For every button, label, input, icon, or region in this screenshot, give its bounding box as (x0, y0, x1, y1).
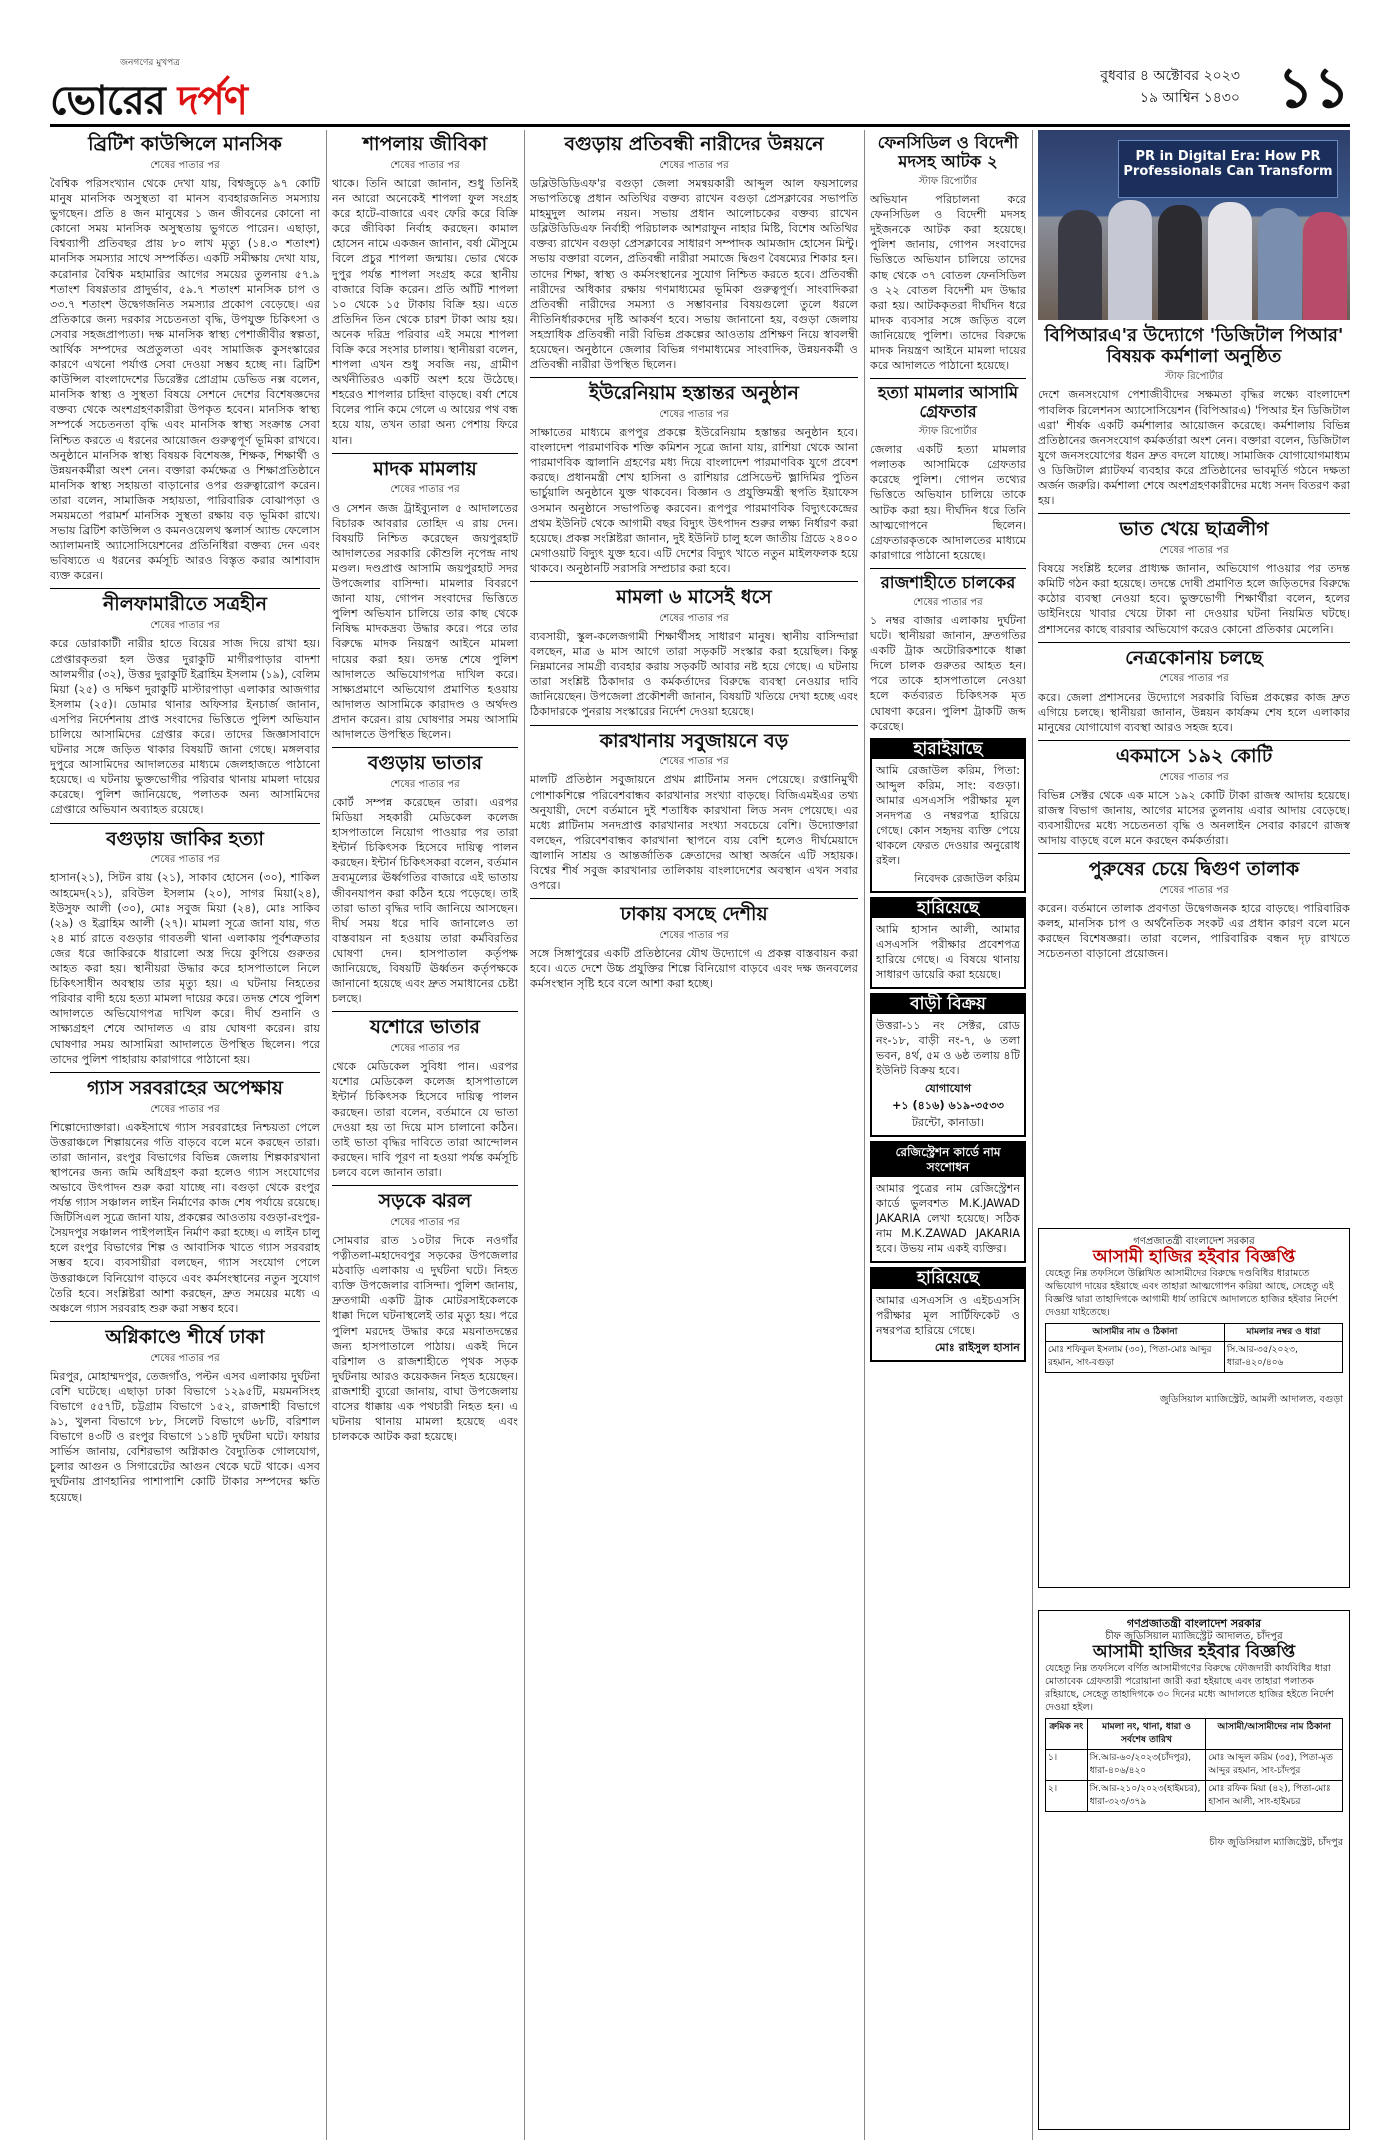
article-body: ব্যবসায়ী, স্কুল-কলেজগামী শিক্ষার্থীসহ সাধারণ মানুষ। স্থানীয় বাসিন্দারা বলছেন, মাত্র ৬ মাস আগে তারা সড়কটি সংস্কার করা হয়েছিল। কিন্তু নিম্নমানের সামগ্রী ব্যবহার করায় সড়কটি আবার নষ্ট হয়ে গেছে। এ ঘটনায় তারা সংশ্লিষ্ট ঠিকাদার ও কর্মকর্তাদের বিরুদ্ধে ব্যবস্থা নেওয়ার দাবি জানিয়েছেন। উপজেলা প্রকৌশলী জানান, বিষয়টি খতিয়ে দেখা হচ্ছে এবং ঠিকাদারকে পুনরায় সংস্কারের নির্দেশ দেওয়া হয়েছে। (530, 629, 858, 719)
continued-label: শেষের পাতার পর (390, 1043, 460, 1055)
classified-house-sale (870, 993, 1026, 1137)
notice-body: যেহেতু নিম্ন তফসিলে উল্লিখিত আসামীদের বিরুদ্ধে দণ্ডবিধির ধারামতে অভিযোগ দায়ের হইয়াছে এবং তাহারা আত্মগোপন করিয়া আছে, সেহেতু এই বিজ্ঞপ্তি দ্বারা তাহাদিগকে আগামী ধার্য তারিখে আদালতে হাজির হইবার নির্দেশ দেওয়া যাইতেছে। (1045, 1268, 1338, 1318)
continued-label: শেষের পাতার পর (1159, 545, 1229, 557)
gregorian-date: বুধবার ৪ অক্টোবর ২০২৩ (1100, 68, 1240, 84)
headline-jessore-allowance: যশোরে ভাতার (370, 1016, 480, 1039)
notice-title: আসামী হাজির হইবার বিজ্ঞপ্তি (1092, 1247, 1296, 1267)
divider (50, 823, 320, 824)
table-header: আসামী/আসামীদের নাম ঠিকানা (1206, 1719, 1343, 1750)
table-row (1046, 1750, 1343, 1781)
divider (1038, 642, 1350, 643)
headline-british-council: ব্রিটিশ কাউন্সিলে মানসিক (88, 133, 282, 155)
divider (530, 377, 858, 378)
headline-road-accident: সড়কে ঝরল (378, 1190, 472, 1212)
person-figure (1058, 210, 1102, 320)
divider (332, 1011, 518, 1012)
logo-name (50, 69, 247, 136)
masthead (50, 55, 1350, 127)
notice-government: গণপ্রজাতন্ত্রী বাংলাদেশ সরকার (1133, 1236, 1255, 1247)
headline-shapla: শাপলায় জীবিকা (362, 133, 488, 155)
classified-body: আমার পুত্রের নাম রেজিস্ট্রেশন কার্ডে ভুলবশত M.K.JAWAD JAKARIA লেখা হয়েছে। সঠিক নাম M.K.ZAWAD JAKARIA হবে। উভয় নাম একই ব্যক্তির। (876, 1182, 1020, 1256)
divider (1038, 513, 1350, 514)
headline-phensedyl: ফেনসিডিল ও বিদেশী মদসহ আটক ২ (877, 133, 1019, 171)
column-5 (1038, 130, 1350, 1220)
article-body: বিষয়ে সংশ্লিষ্ট হলের প্রাধ্যক্ষ জানান, অভিযোগ পাওয়ার পর তদন্ত কমিটি গঠন করা হয়েছে। তদন্তে দোষী প্রমাণিত হলে জড়িতদের বিরুদ্ধে কঠোর ব্যবস্থা নেওয়া হবে। ভুক্তভোগী শিক্ষার্থীরা বলেন, হলের ডাইনিংয়ে খাবার খেয়ে টাকা না দেওয়ার ঘটনা নিয়মিত ঘটছে। প্রশাসনের কাছে বারবার অভিযোগ করেও কোনো প্রতিকার মেলেনি। (1038, 562, 1350, 636)
continued-label: শেষের পাতার পর (659, 930, 729, 942)
workshop-photo (1038, 130, 1350, 320)
classified-body: আমি রেজাউল করিম, পিতা: আব্দুল করিম, সাং: বগুড়া। আমার এসএসসি পরীক্ষার মূল সনদপত্র ও নম্বরপত্র হারিয়ে গেছে। কোন সহৃদয় ব্যক্তি পেয়ে থাকলে ফেরত দেওয়ার অনুরোধ রইল। (876, 763, 1020, 868)
article-body: করে ডোরাকাটী নারীর হাতে বিয়ের সাজ দিয়ে রাখা হয়। প্রেপ্তারকৃতরা হল উত্তর দুরাকুটি মাগীরপাড়ার বাদশা আলমগীর (৩২), উত্তর দুরাকুটি ইব্রাহিম ইসলাম (১৯), বেলিম মিয়া (২৫) ও দক্ষিণ দুরাকুটি মাস্টারপাড়া এলাকার আজগার ইসলাম (২৫)। ডোমার থানার অফিসার ইনচার্জ জানান, এসপির নির্দেশনায় প্রাপ্ত সংবাদের ভিত্তিতে পুলিশ অভিযান চালিয়ে আসামিদের গ্রেপ্তার করে। তাদের জিজ্ঞাসাবাদে ঘটনার সঙ্গে জড়িত থাকার বিষয়টি জানা গেছে। মঙ্গলবার দুপুরে আসামিদের আদালতের মাধ্যমে জেলহাজতে পাঠানো হয়েছে। এ ঘটনায় ভুক্তভোগীর পরিবার থানায় মামলা দায়ের করেছে। পুলিশ জানিয়েছে, পলাতক অন্য আসামিদের গ্রেপ্তারে অভিযান অব্যাহত রয়েছে। (50, 637, 320, 817)
article-body: অভিযান পরিচালনা করে ফেনসিডিল ও বিদেশী মদসহ দুইজনকে আটক করা হয়েছে। পুলিশ জানায়, গোপন সংবাদের ভিত্তিতে অভিযান চালিয়ে তাদের কাছ থেকে ৩৭ বোতল ফেনসিডিল ও ২২ বোতল বিদেশী মদ উদ্ধার করা হয়। আটককৃতরা দীর্ঘদিন ধরে মাদক ব্যবসার সঙ্গে জড়িত বলে জানিয়েছে পুলিশ। তাদের বিরুদ্ধে মাদক নিয়ন্ত্রণ আইনে মামলা দায়ের করে আদালতে পাঠানো হয়েছে। (870, 193, 1026, 373)
article-body: মালটি প্রতিষ্ঠান সবুজায়নে প্রথম প্লাটিনাম সনদ পেয়েছে। রপ্তানিমুখী পোশাকশিল্পে পরিবেশবান্ধব কারখানার সংখ্যা বাড়ছে। বিজিএমইএর তথ্য অনুযায়ী, দেশে বর্তমানে দুই শতাধিক কারখানা লিড সনদ পেয়েছে। এর মধ্যে প্লাটিনাম সনদপ্রাপ্ত কারখানার সংখ্যা সবচেয়ে বেশি। উদ্যোক্তারা বলছেন, পরিবেশবান্ধব কারখানা স্থাপনে ব্যয় বেশি হলেও দীর্ঘমেয়াদে জ্বালানি সাশ্রয় ও আন্তর্জাতিক ক্রেতাদের আস্থা অর্জনে এটি সহায়ক। বিশ্বের শীর্ষ সবুজ কারখানার তালিকায় বাংলাদেশের অবস্থান এখন সবার ওপরে। (530, 773, 858, 893)
continued-label: শেষের পাতার পর (150, 159, 220, 171)
column-3 (530, 130, 858, 2140)
classified-body: আমি হাসান আলী, আমার এসএসসি পরীক্ষার প্রবেশপত্র হারিয়ে গেছে। এ বিষয়ে থানায় সাধারণ ডায়েরি করা হয়েছে। (876, 922, 1020, 981)
article-body: হাসান(২১), সিটন রায় (২১), সাকাব হোসেন (৩০), শাকিল আহমেদ(২১), রবিউল ইসলাম (২০), সাগর মিয়া(২৪), ইউসুফ আলী (৩০), মোঃ সবুজ মিয়া (২৪), মোঃ সাকিব (২৯) ও ইব্রাহিম আলী (২৭)। মামলা সূত্রে জানা যায়, গত ২৪ মার্চ রাতে বগুড়ার গাবতলী থানা এলাকায় পূর্বশত্রুতার জের ধরে জাকিরকে ধারালো অস্ত্র দিয়ে কুপিয়ে গুরুতর আহত করা হয়। স্থানীয়রা উদ্ধার করে হাসপাতালে নিলে চিকিৎসাধীন অবস্থায় তার মৃত্যু হয়। এ ঘটনায় নিহতের পরিবার বাদী হয়ে হত্যা মামলা দায়ের করে। তদন্ত শেষে পুলিশ আদালতে অভিযোগপত্র দাখিল করে। দীর্ঘ শুনানি ও সাক্ষ্যগ্রহণ শেষে আদালত এ রায় ঘোষণা করেন। রায় ঘোষণার সময় আসামিরা আদালতে উপস্থিত ছিলেন। পরে তাদের পুলিশ পাহারায় কারাগারে পাঠানো হয়। (50, 871, 320, 1066)
headline-murder-arrest: হত্যা মামলার আসামি গ্রেফতার (877, 383, 1019, 422)
headline-gas-supply: গ্যাস সরবরাহের অপেক্ষায় (87, 1076, 283, 1099)
headline-bogura-allowance: বগুড়ায় ভাতার (367, 752, 483, 775)
divider (530, 725, 858, 726)
logo-tagline: জনগণের মুখপত্র (120, 58, 180, 68)
headline-192-crore: একমাসে ১৯২ কোটি (1115, 744, 1273, 767)
headline-divorce: পুরুষের চেয়ে দ্বিগুণ তালাক (1088, 858, 1300, 881)
divider (870, 568, 1026, 569)
article-body: শিল্পোদ্যোক্তারা। একইসাথে গ্যাস সরবরাহের নিশ্চয়তা পেলে উত্তরাঞ্চলে শিল্পায়নের গতি বাড়বে বলে মনে করছেন তারা। তারা জানান, রংপুর বিভাগের বিভিন্ন জেলায় শিল্পকারখানা স্থাপনের জন্য জমি অধিগ্রহণ করা হলেও গ্যাস সংযোগের অভাবে উৎপাদন শুরু করা যাচ্ছে না। বগুড়া থেকে রংপুর পর্যন্ত গ্যাস সঞ্চালন লাইন নির্মাণের কাজ শেষ পর্যায়ে রয়েছে। জিটিসিএল সূত্রে জানা যায়, প্রকল্পের আওতায় বগুড়া-রংপুর-সৈয়দপুর সঞ্চালন পাইপলাইন নির্মাণ করা হচ্ছে। এ লাইন চালু হলে রংপুর বিভাগের শিল্প ও আবাসিক খাতে গ্যাস সরবরাহ সম্ভব হবে। ব্যবসায়ীরা বলছেন, গ্যাস সংযোগ পেলে উত্তরাঞ্চলে বিনিয়োগ বাড়বে এবং কর্মসংস্থানের নতুন সুযোগ তৈরি হবে। সংশ্লিষ্টরা আশা করছেন, দ্রুত সময়ের মধ্যে এ অঞ্চলে গ্যাস সরবরাহ শুরু করা সম্ভব হবে। (50, 1120, 320, 1315)
court-notice-2 (1038, 1610, 1350, 2130)
continued-label: শেষের পাতার পর (390, 778, 460, 790)
article-body: দেশে জনসংযোগ পেশাজীবীদের সক্ষমতা বৃদ্ধির লক্ষ্যে বাংলাদেশ পাবলিক রিলেশনস অ্যাসোসিয়েশন (বিপিআরএ) 'পিআর ইন ডিজিটাল এরা' শীর্ষক একটি কর্মশালার আয়োজন করেছে। কর্মশালায় বিভিন্ন প্রতিষ্ঠানের জনসংযোগ কর্মকর্তারা অংশ নেন। বক্তারা বলেন, ডিজিটাল যুগে জনসংযোগের ধরন দ্রুত বদলে যাচ্ছে। সামাজিক যোগাযোগমাধ্যম ও ডিজিটাল প্ল্যাটফর্ম ব্যবহার করে প্রতিষ্ঠানের ভাবমূর্তি গঠনে দক্ষতা অর্জন জরুরি। কর্মশালা শেষে অংশগ্রহণকারীদের মধ্যে সনদ বিতরণ করা হয়। (1038, 388, 1350, 508)
continued-label: শেষের পাতার পর (150, 854, 220, 866)
court-notice-1 (1038, 1228, 1350, 1588)
table-cell: মোঃ রফিক মিয়া (৪২), পিতা-মোঃ হাসান আলী, সাং-হাইমচর (1206, 1781, 1343, 1812)
continued-label: শেষের পাতার পর (659, 409, 729, 420)
continued-label: শেষের পাতার পর (150, 620, 220, 632)
table-cell: ২। (1046, 1781, 1088, 1812)
article-body: মিরপুর, মোহাম্মদপুর, তেজগাঁও, পল্টন এসব এলাকায় দুর্ঘটনা বেশি ঘটেছে। এছাড়া ঢাকা বিভাগে ১২৯৫টি, ময়মনসিংহ বিভাগে ৫৫৭টি, চট্টগ্রাম বিভাগে ১৫২, রাজশাহী বিভাগে ৯১, খুলনা বিভাগে ৮৮, সিলেট বিভাগে ৬৮টি, বরিশাল বিভাগে ৪৩টি ও রংপুর বিভাগে ১১৪টি দুর্ঘটনা ঘটে। ফায়ার সার্ভিস জানায়, বেশিরভাগ অগ্নিকাণ্ড বৈদ্যুতিক গোলযোগ, চুলার আগুন ও সিগারেটের আগুন থেকে ঘটে থাকে। এসব দুর্ঘটনায় প্রাণহানির পাশাপাশি কোটি টাকার সম্পদের ক্ষতি হয়েছে। (50, 1369, 320, 1504)
table-cell: সি.আর-৬০/২০২৩(চাঁদপুর), ধারা-৪০৬/৪২০ (1087, 1750, 1206, 1781)
notice-signature: চীফ জুডিসিয়াল ম্যাজিস্ট্রেট, চাঁদপুর (1209, 1837, 1343, 1848)
continued-label: শেষের পাতার পর (659, 756, 729, 768)
article-body: জেলার একটি হত্যা মামলার পলাতক আসামিকে গ্রেফতার করেছে পুলিশ। গোপন তথ্যের ভিত্তিতে অভিযান চালিয়ে তাকে আটক করা হয়। দীর্ঘদিন ধরে তিনি আত্মগোপনে ছিলেন। গ্রেফতারকৃতকে আদালতের মাধ্যমে কারাগারে পাঠানো হয়েছে। (870, 443, 1026, 562)
headline-rajshahi-driver: রাজশাহীতে চালকের (880, 572, 1016, 592)
continued-label: শেষের পাতার পর (1159, 885, 1229, 896)
headline-nilphamari: নীলফামারীতে সত্রহীন (102, 593, 268, 616)
article-body: সাক্ষাতের মাধ্যমে রূপপুর প্রকল্পে ইউরেনিয়াম হস্তান্তর অনুষ্ঠান হবে। বাংলাদেশ পারমাণবিক শক্তি কমিশন সূত্রে জানা যায়, রাশিয়া থেকে আনা পারমাণবিক জ্বালানি গ্রহণের মধ্য দিয়ে বাংলাদেশ পারমাণবিক যুগে প্রবেশ করছে। প্রধানমন্ত্রী শেখ হাসিনা ও রাশিয়ার প্রেসিডেন্ট ভ্লাদিমির পুতিন ভার্চুয়ালি অনুষ্ঠানে যুক্ত থাকবেন। বিজ্ঞান ও প্রযুক্তিমন্ত্রী স্থপতি ইয়াফেস ওসমান অনুষ্ঠানে সভাপতিত্ব করবেন। রূপপুর পারমাণবিক বিদ্যুৎকেন্দ্রের প্রথম ইউনিট থেকে আগামী বছর বিদ্যুৎ উৎপাদন শুরুর লক্ষ্য নির্ধারণ করা হয়েছে। প্রকল্প সংশ্লিষ্টরা জানান, দুই ইউনিট চালু হলে জাতীয় গ্রিডে ২৪০০ মেগাওয়াট বিদ্যুৎ যুক্ত হবে। এটি দেশের বিদ্যুৎ খাতে নতুন মাইলফলক হয়ে থাকবে। অনুষ্ঠানটি সরাসরি সম্প্রচার করা হবে। (530, 426, 858, 575)
headline-bogura-jakir: বগুড়ায় জাকির হত্যা (106, 827, 264, 850)
classified-signature: নিবেদক রেজাউল করিম (914, 871, 1020, 885)
divider (50, 1321, 320, 1322)
headline-case-collapse: মামলা ৬ মাসেই ধসে (616, 586, 772, 609)
notice-government: গণপ্রজাতন্ত্রী বাংলাদেশ সরকার (1126, 1617, 1262, 1630)
article-body: সোমবার রাত ১০টার দিকে নওগাঁর পত্নীতলা-মহাদেবপুর সড়কের উপজেলার মঠবাড়ি এলাকায় এ দুর্ঘটনা ঘটে। নিহত ব্যক্তি উপজেলার বাসিন্দা। পুলিশ জানায়, দ্রুতগামী একটি ট্রাক মোটরসাইকেলকে ধাক্কা দিলে ঘটনাস্থলেই তার মৃত্যু হয়। পরে পুলিশ মরদেহ উদ্ধার করে ময়নাতদন্তের জন্য হাসপাতালে পাঠায়। একই দিনে বরিশাল ও রাজশাহীতে পৃথক সড়ক দুর্ঘটনায় আরও কয়েকজন নিহত হয়েছেন। রাজশাহী ব্যুরো জানায়, বাঘা উপজেলায় বাসের ধাক্কায় এক পথচারী নিহত হন। এ ঘটনায় থানায় মামলা হয়েছে এবং চালককে আটক করা হয়েছে। (332, 1233, 518, 1444)
column-divider (1032, 130, 1033, 2140)
headline-factory-green: কারখানায় সবুজায়নে বড় (599, 729, 789, 752)
table-row (1046, 1781, 1343, 1812)
table-cell: ১। (1046, 1750, 1088, 1781)
column-4 (870, 130, 1026, 2140)
reporter-label: স্টাফ রিপোর্টার (918, 426, 978, 438)
continued-label: শেষের পাতার পর (390, 484, 460, 496)
continued-label: শেষের পাতার পর (150, 1352, 220, 1364)
article-body: করেন। বর্তমানে তালাক প্রবণতা উদ্বেগজনক হারে বাড়ছে। পারিবারিক কলহ, মানসিক চাপ ও অর্থনৈতিক সংকট এর প্রধান কারণ বলে মনে করছেন বিশেষজ্ঞরা। তারা বলেন, পারিবারিক বন্ধন দৃঢ় রাখতে সচেতনতা বাড়ানো প্রয়োজন। (1038, 902, 1350, 961)
table-cell: সি.আর-৩৫/২০২৩, ধারা-৪২০/৪০৬ (1224, 1342, 1342, 1373)
person-figure (1303, 212, 1347, 320)
divider (332, 453, 518, 454)
article-body: করে। জেলা প্রশাসনের উদ্যোগে সরকারি বিভিন্ন প্রকল্পের কাজ দ্রুত এগিয়ে চলছে। স্থানীয়রা জানান, উন্নয়ন কার্যক্রম শেষ হলে এলাকার মানুষের যোগাযোগ ব্যবস্থা আরও সহজ হবে। (1038, 690, 1350, 734)
article-body: বিভিন্ন সেক্টর থেকে এক মাসে ১৯২ কোটি টাকা রাজস্ব আদায় হয়েছে। রাজস্ব বিভাগ জানায়, আগের মাসের তুলনায় এবার আদায় বেড়েছে। ব্যবসায়ীদের মধ্যে সচেতনতা বৃদ্ধি ও অনলাইন সেবার কারণে রাজস্ব আদায় বাড়ছে বলে মনে করছেন কর্মকর্তারা। (1038, 788, 1350, 848)
article-body: থেকে মেডিকেল সুবিধা পান। এরপর যশোর মেডিকেল কলেজ হাসপাতালে ইন্টার্ন চিকিৎসক হিসেবে দায়িত্ব পালন করছেন। তারা বলেন, বর্তমানে যে ভাতা দেওয়া হয় তা দিয়ে মাস চালানো কঠিন। তাই ভাতা বৃদ্ধির দাবিতে তারা আন্দোলন করছেন। দাবি পূরণ না হওয়া পর্যন্ত কর্মসূচি চলবে বলে জানান তারা। (332, 1060, 518, 1179)
article-body: বৈশ্বিক পরিসংখ্যান থেকে দেখা যায়, বিশ্বজুড়ে ৯৭ কোটি মানুষ মানসিক অসুস্থতা বা মানস ব্যবহারজনিত সমস্যায় ভুগছেন। প্রতি ৪ জন মানুষের ১ জন জীবনের কোনো না কোনো সময় মানসিক অসুস্থতায় ভুগতে পারেন। এছাড়া, বিশ্বব্যাপী প্রতিবছর প্রায় ৮০ লাখ মৃত্যু (১৪.৩ শতাংশ) মানসিক সমস্যার সাথে সম্পর্কিত। একটি সমীক্ষায় দেখা যায়, করোনার বৈশ্বিক মহামারির আগের সময়ের তুলনায় ৫৭.৯ শতাংশ বিষণ্ণতার প্রাদুর্ভাব, ৫৯.৭ শতাংশ মানসিক চাপ ও ৩৩.৭ শতাংশ উদ্বেগজনিত সমস্যার প্রকোপ বেড়েছে। এর প্রতিকারে জন্য দরকার সচেতনতা বৃদ্ধি, উপযুক্ত চিকিৎসা ও সেবার সহজপ্রাপ্যতা। দক্ষ মানসিক স্বাস্থ্য পেশাজীবীর স্বল্পতা, আর্থিক সম্পদের অপ্রতুলতা এবং সামাজিক কুসংস্কারের কারণে এখনো পর্যাপ্ত সেবা দেওয়া সম্ভব হচ্ছে না। ব্রিটিশ কাউন্সিল বাংলাদেশের ডিরেক্টর প্রোগ্রাম ডেভিড নক্স বলেন, মানসিক স্বাস্থ্য ও সুস্থতা বিষয়ে সেশনে দেশের বিশেষজ্ঞদের বক্তব্য থেকে অংশগ্রহণকারীরা উপকৃত হবেন। মানসিক স্বাস্থ্য সম্পর্কে সচেতনতা বৃদ্ধি এবং মানসিক স্বাস্থ্য সংক্রান্ত সেবা নিশ্চিত করতে এ ধরনের আয়োজন গুরুত্বপূর্ণ ভূমিকা রাখবে। অনুষ্ঠানে মানসিক স্বাস্থ্য বিষয়ক বিশেষজ্ঞ, শিক্ষক, শিক্ষার্থী ও উন্নয়নকর্মীরা অংশ নেন। বক্তারা কর্মক্ষেত্র ও শিক্ষাপ্রতিষ্ঠানে মানসিক স্বাস্থ্য সহায়তা বাড়ানোর ওপর গুরুত্বারোপ করেন। তারা বলেন, সামাজিক সহায়তা, পারিবারিক বোঝাপড়া ও সময়মতো পরামর্শ মানসিক সুস্থতা রক্ষায় বড় ভূমিকা রাখে। সভায় ব্রিটিশ কাউন্সিল ও কমনওয়েলথ স্কলার্স অ্যান্ড ফেলোস অ্যালামনাই অ্যাসোসিয়েশনের প্রতিনিধিরা বক্তব্য দেন এবং ভবিষ্যতে এ ধরনের কর্মসূচি আরও বিস্তৃত করার আশাবাদ ব্যক্ত করেন। (50, 176, 320, 583)
divider (530, 581, 858, 582)
date-box (1100, 65, 1240, 109)
notice-title: আসামী হাজির হইবার বিজ্ঞপ্তি (1092, 1642, 1296, 1662)
continued-label: শেষের পাতার পর (150, 1103, 220, 1115)
headline-netrokona: নেত্রকোনায় চলছে (1125, 646, 1263, 669)
table-header: ক্রমিক নং (1046, 1719, 1088, 1750)
table-cell: সি.আর-২১০/২০২৩(হাইমচর), ধারা-৩২৩/৩৭৯ (1087, 1781, 1206, 1812)
table-header: মামলা নং, থানা, ধারা ও সর্বশেষ তারিখ (1087, 1719, 1206, 1750)
headline-uranium: ইউরেনিয়াম হস্তান্তর অনুষ্ঠান (589, 382, 799, 405)
article-body: ১ নম্বর বাজার এলাকায় দুর্ঘটনা ঘটে। স্থানীয়রা জানান, দ্রুতগতির একটি ট্রাক অটোরিকশাকে ধাক্কা দিলে চালক গুরুতর আহত হন। পরে তাকে হাসপাতালে নেওয়া হলে কর্তব্যরত চিকিৎসক মৃত ঘোষণা করেন। পুলিশ ট্রাকটি জব্দ করেছে। (870, 614, 1026, 733)
page-number: ১১ (1277, 55, 1350, 121)
article-body: থাকে। তিনি আরো জানান, শুধু তিনিই নন আরো অনেকেই শাপলা ফুল সংগ্রহ করে হাটে-বাজারে এবং ফেরি করে বিক্রি করে জীবিকা নির্বাহ করছেন। কামাল হোসেন নামে একজন জানান, বর্ষা মৌসুমে বিলে প্রচুর শাপলা জন্মায়। ভোর থেকে দুপুর পর্যন্ত শাপলা সংগ্রহ করে স্থানীয় বাজারে বিক্রি করেন। প্রতি আঁটি শাপলা ১০ থেকে ১৫ টাকায় বিক্রি হয়। এতে প্রতিদিন তিন থেকে চারশ টাকা আয় হয়। অনেক দরিদ্র পরিবার এই সময়ে শাপলা বিক্রি করে সংসার চালায়। স্থানীয়রা বলেন, শাপলা এখন শুধু সবজি নয়, গ্রামীণ অর্থনীতিরও একটি অংশ হয়ে উঠেছে। শহরেও শাপলার চাহিদা বাড়ছে। বর্ষা শেষে বিলের পানি কমে গেলে এ আয়ের পথ বন্ধ হয়ে যায়, তখন তারা অন্য পেশায় ফিরে যান। (332, 176, 518, 447)
column-divider (864, 130, 865, 2140)
headline-fire-dhaka: অগ্নিকাণ্ডে শীর্ষে ঢাকা (105, 1325, 265, 1348)
headline-chhatra-league: ভাত খেয়ে ছাত্রলীগ (1119, 518, 1269, 541)
classified-lost-1 (870, 738, 1026, 893)
classified-body: আমার এসএসসি ও এইচএসসি পরীক্ষার মূল সার্টিফিকেট ও নম্বরপত্র হারিয়ে গেছে। (876, 1293, 1020, 1337)
table-cell: মোঃ শফিকুল ইসলাম (৩০), পিতা-মোঃ আব্দুর রহমান, সাং-বগুড়া (1046, 1342, 1225, 1373)
divider (1038, 740, 1350, 741)
divider (50, 588, 320, 589)
classified-signature: মোঃ রাইসুল হাসান (934, 1340, 1020, 1354)
headline-disabled-women: বগুড়ায় প্রতিবন্ধী নারীদের উন্নয়নে (564, 133, 824, 155)
classified-lost-3 (870, 1267, 1026, 1361)
notice-table (1045, 1718, 1343, 1812)
classified-title: বাড়ী বিক্রয় (872, 995, 1024, 1014)
divider (50, 1072, 320, 1073)
person-figure (1258, 208, 1302, 320)
divider (870, 378, 1026, 379)
person-figure (1108, 200, 1152, 320)
article-body: ও সেশন জজ ট্রাইব্যুনাল ৫ আদালতের বিচারক আবরার তোহিদ এ রায় দেন। বিষয়টি নিশ্চিত করেছেন জয়পুরহাট আদালতের সরকারি কৌশুলি নৃপেন্দ্র নাথ মণ্ডল। দণ্ডপ্রাপ্ত আসামি জয়পুরহাট সদর উপজেলার বাসিন্দা। মামলার বিবরণে জানা যায়, গোপন সংবাদের ভিত্তিতে পুলিশ অভিযান চালিয়ে তার কাছ থেকে নিষিদ্ধ মাদকদ্রব্য উদ্ধার করে। পরে তার বিরুদ্ধে মাদক নিয়ন্ত্রণ আইনে মামলা দায়ের করা হয়। তদন্ত শেষে পুলিশ আদালতে অভিযোগপত্র দাখিল করে। সাক্ষ্যপ্রমাণে অভিযোগ প্রমাণিত হওয়ায় আদালত আসামিকে কারাদণ্ড ও অর্থদণ্ড প্রদান করেন। রায় ঘোষণার সময় আসামি আদালতে উপস্থিত ছিলেন। (332, 501, 518, 741)
logo-name-part-1: ভোরের (50, 77, 178, 124)
article-body: কোর্ট সম্পন্ন করেছেন তারা। এরপর মিডিয়া সহকারী মেডিকেল কলেজ হাসপাতালে নিয়োগ পাওয়ার পর তারা ইন্টার্ন চিকিৎসক হিসেবে দায়িত্ব পালন করছেন। ইন্টার্ন চিকিৎসকরা বলেন, বর্তমান দ্রব্যমূল্যের ঊর্ধ্বগতির বাজারে এই ভাতায় জীবনযাপন করা কঠিন হয়ে পড়েছে। তাই তারা ভাতা বৃদ্ধির দাবি জানিয়ে আসছেন। দীর্ঘ সময় ধরে দাবি জানালেও তা বাস্তবায়ন না হওয়ায় তারা কর্মবিরতির ঘোষণা দেন। হাসপাতাল কর্তৃপক্ষ জানিয়েছে, বিষয়টি ঊর্ধ্বতন কর্তৃপক্ষকে জানানো হয়েছে এবং দ্রুত সমাধানের চেষ্টা চলছে। (332, 796, 518, 1006)
headline-dhaka-local: ঢাকায় বসছে দেশীয় (620, 903, 768, 926)
continued-label: শেষের পাতার পর (1159, 673, 1229, 685)
person-figure (1158, 205, 1202, 320)
notice-body: যেহেতু নিম্ন তফসিলে বর্ণিত আসামীগণের বিরুদ্ধে ফৌজদারী কার্যবিধির ধারা মোতাবেক গ্রেফতারী পরোয়ানা জারী করা হইয়াছে এবং তাহারা পলাতক রহিয়াছে, সেহেতু তাহাদিগকে ৩০ দিনের মধ্যে আদালতে হাজির হইতে নির্দেশ দেওয়া হইল। (1045, 1663, 1334, 1713)
continued-label: শেষের পাতার পর (913, 596, 983, 608)
newspaper-logo (50, 55, 310, 123)
classified-title: হারিয়েছে (872, 1269, 1024, 1288)
article-body: ডব্লিউডিডিএফ'র বগুড়া জেলা সমন্বয়কারী আব্দুল আল ফয়সালের সভাপতিত্বে প্রধান অতিথির বক্তব্য রাখেন বগুড়া প্রেসক্লাবের সভাপতি মাহমুদুল আলম নয়ন। সভায় প্রধান আলোচকের বক্তব্য রাখেন ডব্লিউডিডিএফ নির্বাহী পরিচালক আশরাফুন নাহার মিষ্টি, বিশেষ অতিথির বক্তব্য রাখেন বগুড়া প্রেসক্লাবের সাধারণ সম্পাদক আমজাদ হোসেন মিন্টু। সভায় বক্তারা বলেন, প্রতিবন্ধী নারীরা সমাজে দ্বিগুণ বৈষম্যের শিকার হন। তাদের শিক্ষা, স্বাস্থ্য ও কর্মসংস্থানের সুযোগ নিশ্চিত করতে হবে। প্রতিবন্ধী নারীদের অধিকার রক্ষায় গণমাধ্যমের ভূমিকা গুরুত্বপূর্ণ। সাংবাদিকরা প্রতিবন্ধী নারীদের সমস্যা ও সম্ভাবনার বিষয়গুলো তুলে ধরলে নীতিনির্ধারকদের দৃষ্টি আকর্ষণ হবে। সভায় জানানো হয়, বগুড়া জেলায় সহস্রাধিক প্রতিবন্ধী নারী বিভিন্ন প্রকল্পের আওতায় প্রশিক্ষণ নিয়ে স্বাবলম্বী হয়েছেন। অনুষ্ঠানে জেলার বিভিন্ন গণমাধ্যমের সাংবাদিক, উন্নয়নকর্মী ও প্রতিবন্ধী নারীরা উপস্থিত ছিলেন। (530, 176, 858, 372)
headline-drug-case: মাদক মামলায় (373, 457, 477, 480)
classified-name-correction (870, 1141, 1026, 1264)
column-2 (332, 130, 518, 2140)
divider (1038, 853, 1350, 854)
continued-label: শেষের পাতার পর (390, 1216, 460, 1228)
notice-court: চীফ জুডিসিয়াল ম্যাজিস্ট্রেট আদালত, চাঁদপুর (1105, 1631, 1283, 1642)
headline-bpra-workshop: বিপিআরএ'র উদ্যোগে 'ডিজিটাল পিআর' বিষয়ক কর্মশালা অনুষ্ঠিত (1044, 325, 1344, 367)
reporter-label: স্টাফ রিপোর্টার (918, 175, 978, 187)
classified-title: রেজিস্ট্রেশন কার্ডে নাম সংশোধন (872, 1143, 1024, 1177)
bengali-date: ১৯ আশ্বিন ১৪৩০ (1139, 90, 1240, 106)
classified-title: হারিয়েছে (872, 899, 1024, 918)
notice-table (1045, 1323, 1343, 1373)
person-figure (1208, 202, 1252, 320)
table-cell: মোঃ আব্দুল করিম (৩৫), পিতা-মৃত আব্দুর রহমান, সাং-চাঁদপুর (1206, 1750, 1343, 1781)
divider (332, 747, 518, 748)
table-header: মামলার নম্বর ও ধারা (1224, 1324, 1342, 1342)
photo-banner: PR in Digital Era: How PR Professionals Can Transform (1118, 140, 1338, 198)
continued-label: শেষের পাতার পর (659, 159, 729, 171)
classified-city: টরন্টো, কানাডা। (911, 1115, 985, 1129)
classified-phone: +১ (৪১৬) ৬১৯-৩৫৩৩ (892, 1098, 1004, 1112)
continued-label: শেষের পাতার পর (659, 612, 729, 624)
column-divider (326, 130, 327, 2140)
divider (332, 1185, 518, 1186)
classified-body: উত্তরা-১১ নং সেক্টর, রোড নং-১৮, বাড়ী নং-৭, ৬ তলা ভবন, ৪র্থ, ৫ম ও ৬ষ্ঠ তলায় ৪টি ইউনিট বিক্রয় হবে। (876, 1019, 1020, 1078)
classified-contact-label: যোগাযোগ (924, 1081, 972, 1095)
classified-title: হারাইয়াছে (872, 740, 1024, 759)
column-1 (50, 130, 320, 2140)
reporter-label: স্টাফ রিপোর্টার (1164, 371, 1224, 383)
classified-lost-2 (870, 897, 1026, 989)
logo-name-part-2: দর্পণ (177, 77, 247, 124)
continued-label: শেষের পাতার পর (390, 159, 460, 171)
divider (530, 898, 858, 899)
table-header: আসামীর নাম ও ঠিকানা (1046, 1324, 1225, 1342)
article-body: সঙ্গে সিঙ্গাপুরের একটি প্রতিষ্ঠানের যৌথ উদ্যোগে এ প্রকল্প বাস্তবায়ন করা হবে। এতে দেশে উচ্চ প্রযুক্তির শিল্পে বিনিয়োগ বাড়বে এবং দক্ষ জনবলের কর্মসংস্থান সৃষ্টি হবে বলে আশা করা হচ্ছে। (530, 947, 858, 991)
continued-label: শেষের পাতার পর (1159, 771, 1229, 783)
notice-signature: জুডিসিয়াল ম্যাজিস্ট্রেট, আমলী আদালত, বগুড়া (1159, 1394, 1343, 1405)
column-divider (524, 130, 525, 2140)
